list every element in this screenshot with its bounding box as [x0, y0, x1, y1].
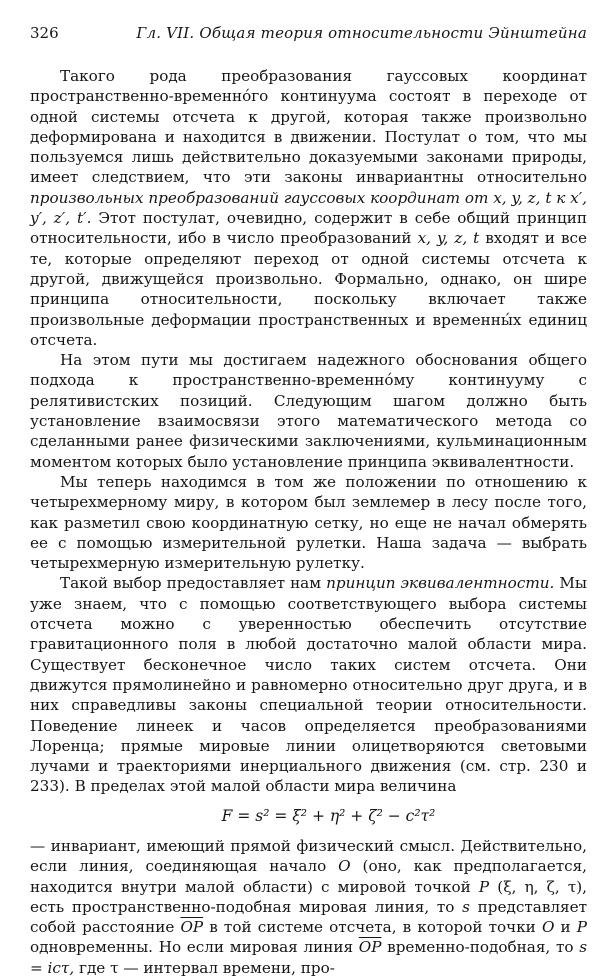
- p1-text-c: входят и все те, которые определяют переход от одной системы отсчета к другой, движущейся произвольно. Формально, однако, он шире принципа относительности, поскольку включает также произвольные деформации пространственных и временны́х единиц отсчета.: [30, 229, 588, 349]
- p5-f: s: [462, 897, 470, 916]
- formula: F = s² = ξ² + η² + ζ² − c²τ²: [221, 806, 436, 825]
- p5-h: $\overline{OP}$: [180, 918, 204, 937]
- p5-j: O: [541, 918, 555, 937]
- p5-c: (оно, как предполагается, находится внутри малой области) с мировой точкой: [30, 857, 588, 896]
- p5-k: и: [554, 918, 577, 937]
- p5-e: (ξ, η, ζ, τ), есть пространственно-подобная мировая линия, то: [30, 877, 587, 916]
- paragraph-3: [30, 472, 587, 573]
- p4-text-a: Такой выбор предоставляет нам: [60, 574, 327, 593]
- page-header: [30, 24, 587, 48]
- paragraph-5: [30, 836, 587, 978]
- p2-text: На этом пути мы достигаем надежного обоснования общего подхода к пространственно-временнóму континууму с релятивистских позиций. Следующим шагом должно быть установление взаимосвязи этого математического метода со сделанными ранее физическими заключениями, кульминационным моментом которых было установление принципа эквивалентности.: [30, 351, 587, 471]
- paragraph-4: [30, 573, 587, 796]
- p5-i: в той системе отсчета, в которой точки: [203, 918, 542, 937]
- p1-italic-b: x, y, z, t: [417, 229, 480, 248]
- p5-q: где τ — интервал времени, про-: [74, 958, 335, 977]
- p5-l: P: [576, 918, 587, 937]
- p5-m: одновременны. Но если мировая линия: [30, 938, 359, 957]
- paragraph-2: [30, 350, 587, 472]
- p5-d: P: [478, 877, 490, 896]
- p1-text-b: Этот постулат, очевидно, содержит в себе общий принцип относительности, ибо в число преобразований: [30, 209, 587, 248]
- p1-italic-a: произвольных преобразований гауссовых координат от x, y, z, t к x′, y′, z′, t′.: [30, 188, 588, 228]
- p3-text: Мы теперь находимся в том же положении по отношению к четырехмерному миру, в котором был землемер в лесу после того, как разметил свою координатную сетку, но еще не начал обмерять ее с помощью измерительной рулетки. Наша задача — выбрать четырехмерную измерительную рулетку.: [30, 472, 587, 573]
- page-number: 326: [30, 24, 59, 42]
- p5-n: $\overline{OP}$: [358, 938, 382, 957]
- p5-o: временно-подобная, то: [381, 938, 580, 957]
- p4-text-b: Мы уже знаем, что с помощью соответствующего выбора системы отсчета можно с уверенностью обеспечить отсутствие гравитационного поля в любой достаточно малой области мира. Существует бесконечное число таких систем отсчета. Они движутся прямолинейно и равномерно относительно друг друга, и в них справедливы законы специальной теории относительности. Поведение линеек и часов определяется преобразованиями Лоренца; прямые мировые линии олицетворяются световыми лучами и траекториями инерциального движения (см. стр. 230 и 233). В пределах этой малой области мира величина: [30, 574, 587, 796]
- body-text: [30, 66, 587, 978]
- running-head: Гл. VII. Общая теория относительности Эйнштейна: [136, 24, 587, 42]
- p5-p: s = icτ,: [30, 938, 587, 977]
- paragraph-1: [30, 66, 587, 350]
- p5-a: — инвариант, имеющий прямой физический смысл. Действительно, если линия, соединяющая начало: [30, 836, 587, 876]
- p5-b: O: [338, 857, 351, 876]
- p4-italic: принцип эквивалентности.: [326, 574, 555, 593]
- p5-g: представляет собой расстояние: [30, 897, 587, 937]
- p1-text-a: Такого рода преобразования гауссовых координат пространственно-временнóго континуума состоят в переходе от одной системы отсчета к другой, которая также произвольно деформирована и находится в движении. Постулат о том, что мы пользуемся лишь действительно доказуемыми законами природы, имеет следствием, что эти законы инвариантны относительно: [30, 67, 587, 187]
